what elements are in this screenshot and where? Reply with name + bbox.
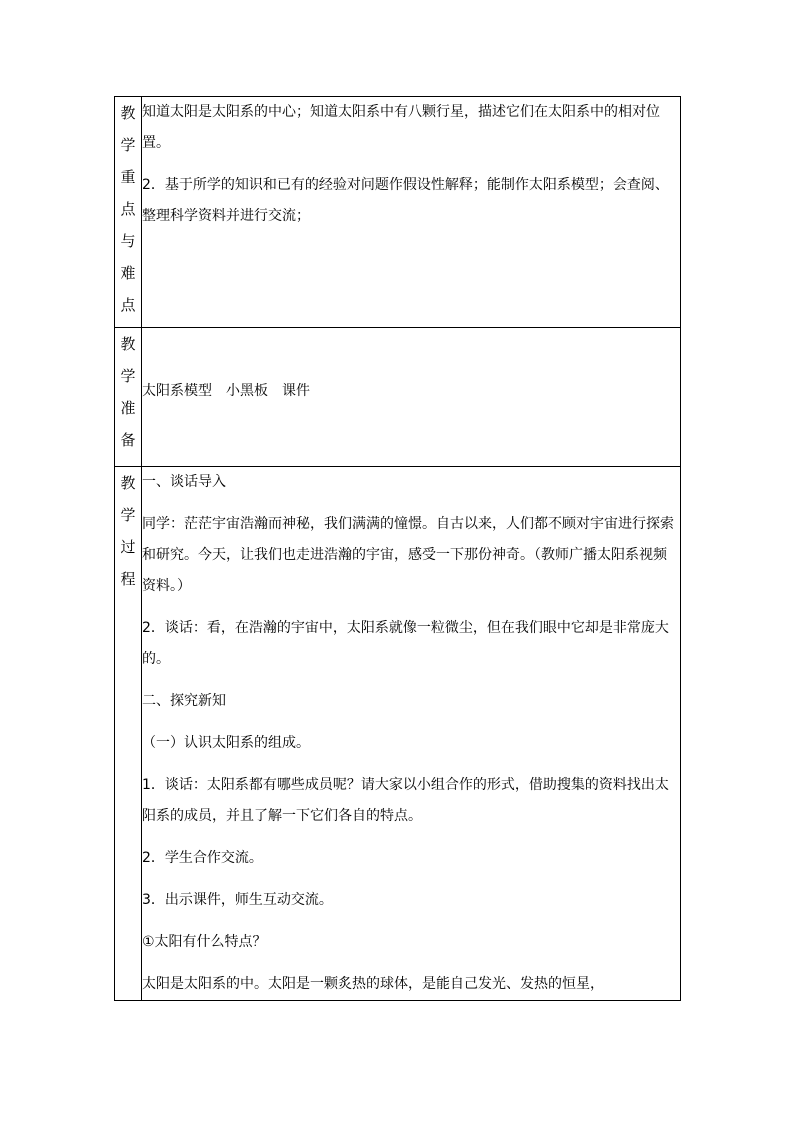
label-char: 准	[120, 399, 136, 417]
row-content-process	[142, 467, 681, 1001]
label-char: 教	[120, 104, 136, 122]
paragraph: 2．谈话：看，在浩瀚的宇宙中，太阳系就像一粒微尘，但在我们眼中它却是非常庞大的。	[142, 620, 669, 667]
row-label-preparation	[115, 328, 142, 467]
row-label-process	[115, 467, 142, 1001]
row-content-key-points	[142, 97, 681, 328]
label-char: 学	[120, 136, 136, 154]
paragraph: 2．学生合作交流。	[142, 850, 263, 866]
label-char: 与	[120, 232, 136, 250]
label-char: 重	[120, 168, 136, 186]
paragraph: 2．基于所学的知识和已有的经验对问题作假设性解释；能制作太阳系模型；会查阅、 整理科学资料并进行交流；	[142, 177, 669, 224]
paragraph: 知道太阳是太阳系的中心；知道太阳系中有八颗行星，描述它们在太阳系中的相对位置。	[142, 104, 660, 151]
lesson-plan-page	[114, 96, 681, 1026]
row-content-preparation	[142, 328, 681, 467]
row-key-points	[115, 97, 681, 328]
paragraph: 一、谈话导入	[142, 474, 226, 490]
paragraph: 3．出示课件，师生互动交流。	[142, 892, 333, 908]
paragraph: 太阳是太阳系的中。太阳是一颗炙热的球体，是能自己发光、发热的恒星，	[142, 976, 604, 992]
label-char: 教	[120, 474, 136, 492]
label-char: 点	[120, 200, 136, 218]
lesson-plan-table	[114, 96, 681, 1001]
paragraph: 太阳系模型 小黑板 课件	[142, 383, 310, 399]
label-char: 难	[120, 264, 136, 282]
label-char: 备	[120, 431, 136, 449]
label-char: 过	[120, 538, 136, 556]
label-char: 学	[120, 506, 136, 524]
paragraph: （一）认识太阳系的组成。	[142, 735, 310, 751]
paragraph: 二、探究新知	[142, 693, 226, 709]
label-char: 教	[120, 335, 136, 353]
paragraph: 同学：茫茫宇宙浩瀚而神秘，我们满满的憧憬。自古以来，人们都不顾对宇宙进行探索和研究。今天，让我们也走进浩瀚的宇宙，感受一下那份神奇。（教师广播太阳系视频资料。）	[142, 516, 674, 594]
row-preparation	[115, 328, 681, 467]
label-char: 程	[120, 570, 136, 588]
label-char: 学	[120, 367, 136, 385]
row-label-key-points	[115, 97, 142, 328]
paragraph: 1．谈话：太阳系都有哪些成员呢？请大家以小组合作的形式，借助搜集的资料找出太阳系的成员，并且了解一下它们各自的特点。	[142, 777, 669, 824]
row-process	[115, 467, 681, 1001]
paragraph: ①太阳有什么特点？	[142, 934, 267, 950]
label-char: 点	[120, 296, 136, 314]
